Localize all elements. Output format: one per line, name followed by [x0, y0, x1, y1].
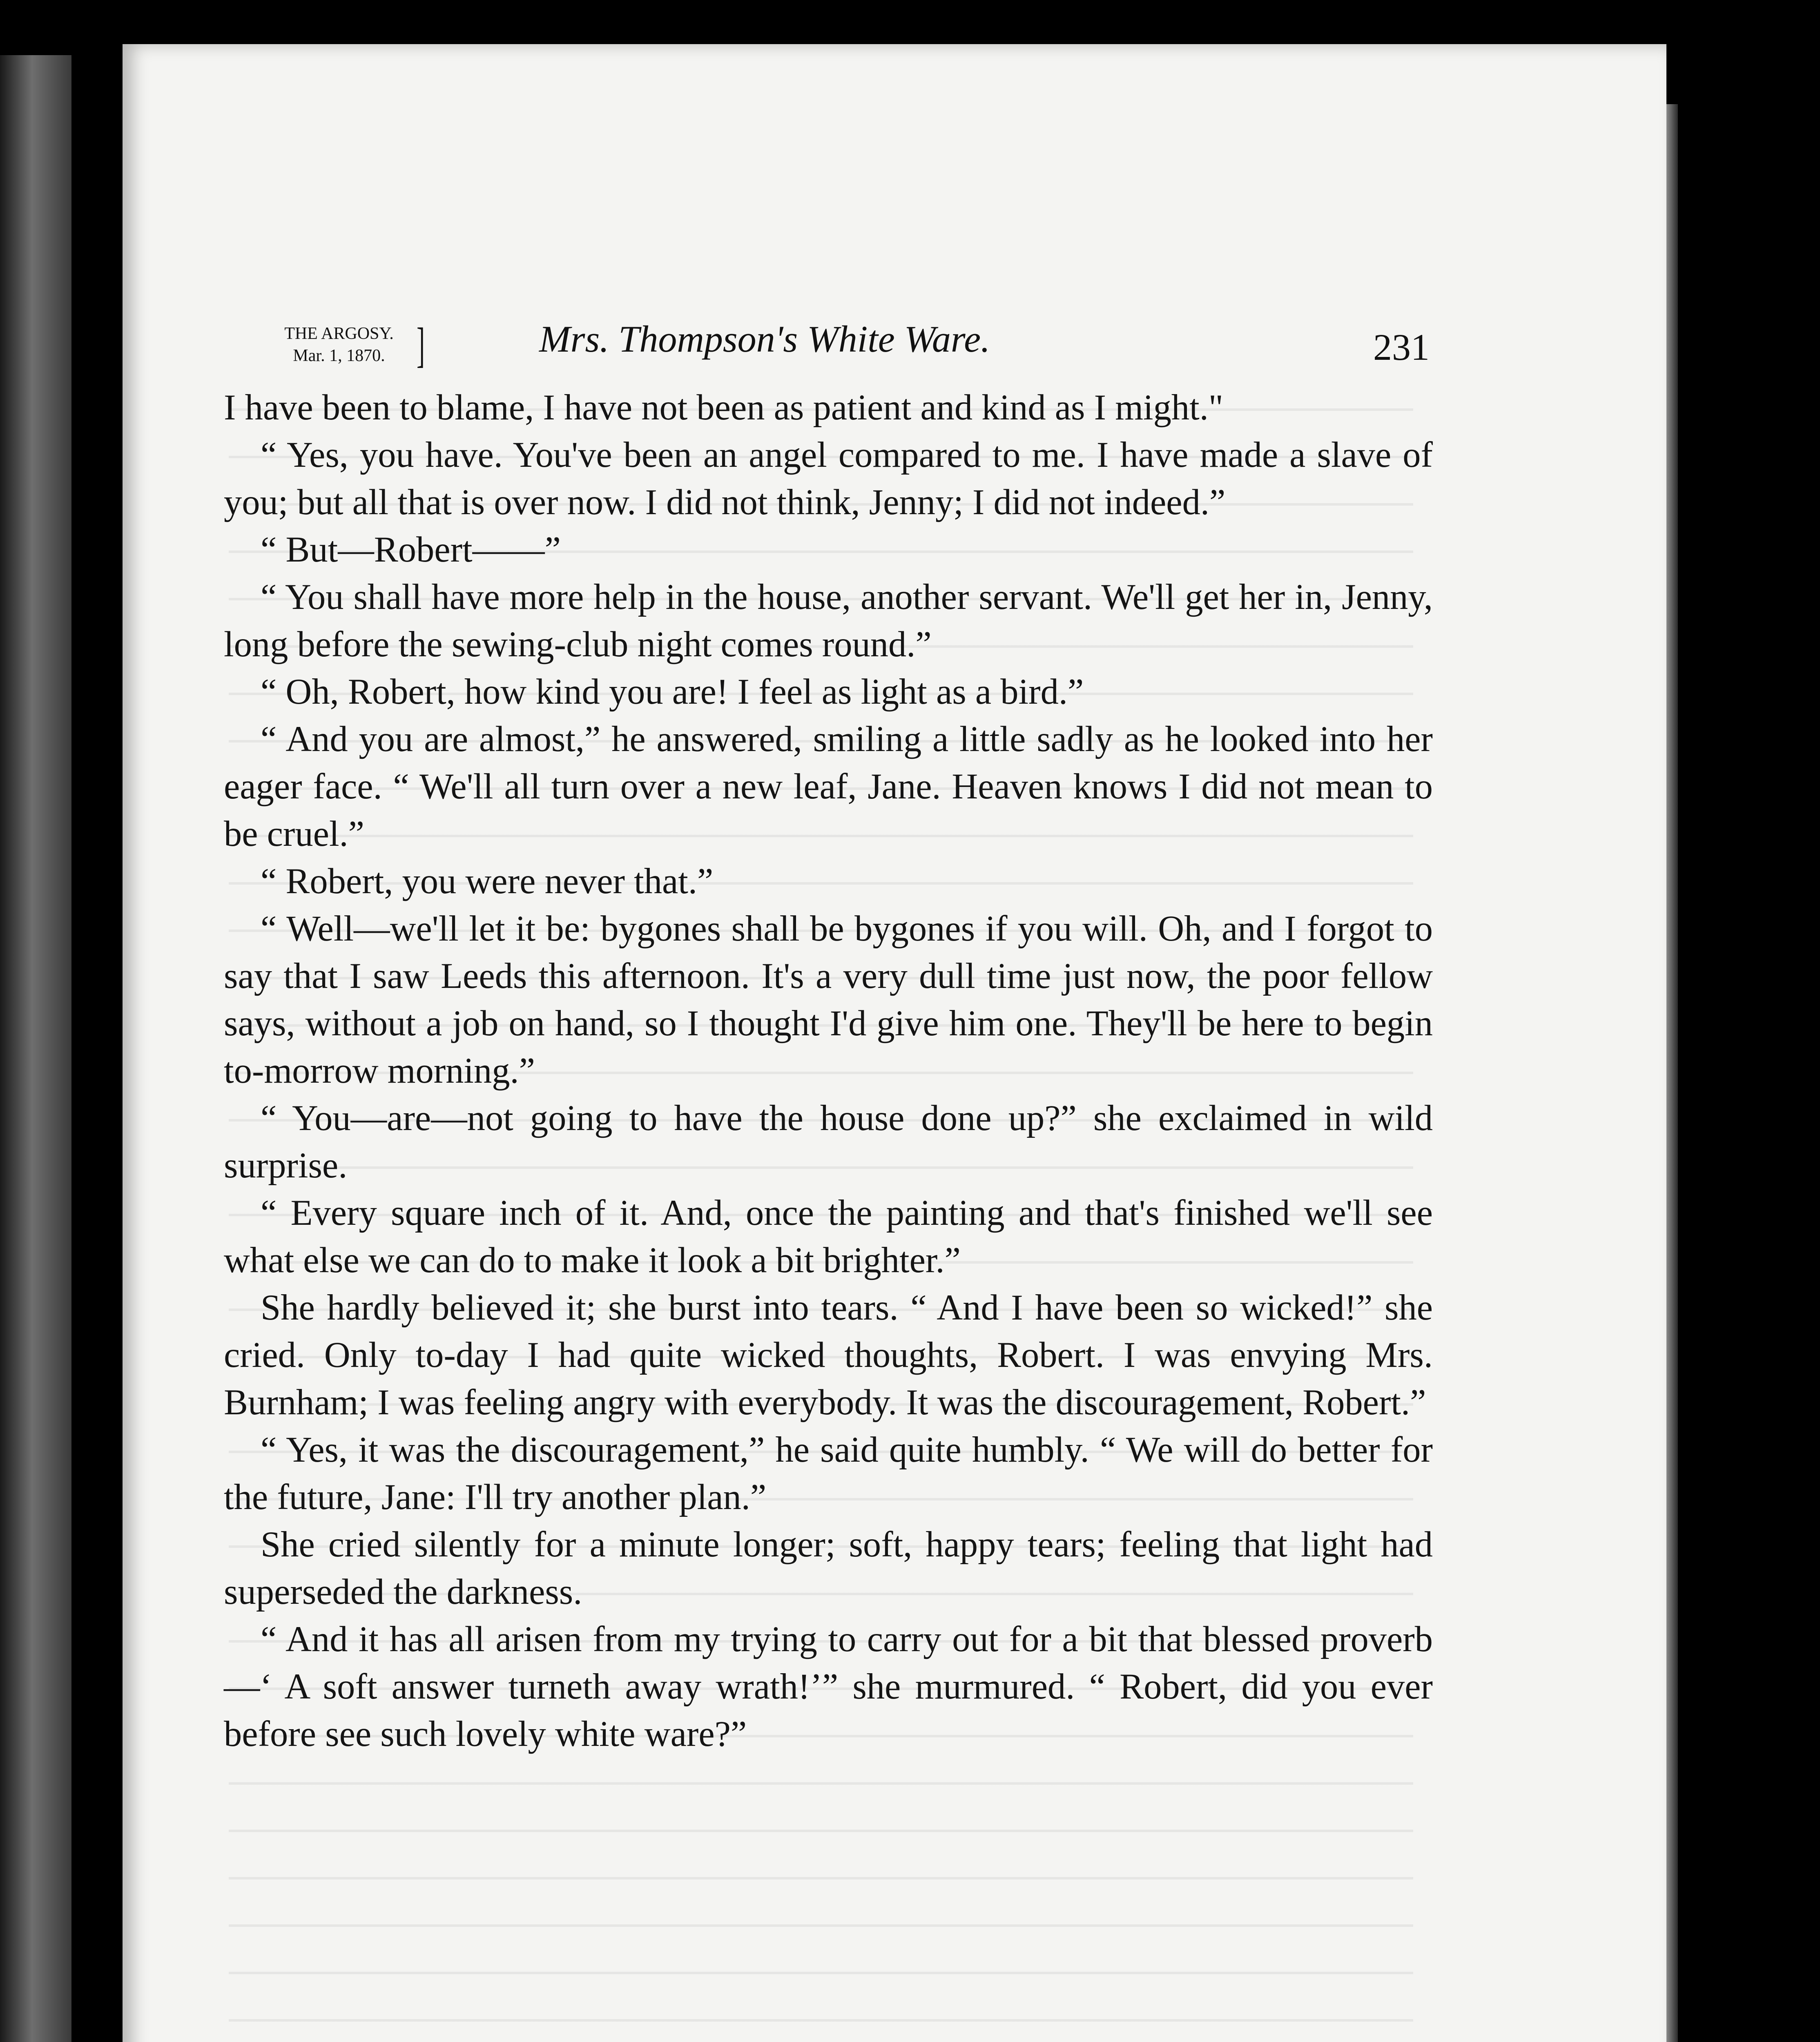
paragraph: “ You—are—not going to have the house done up?” she exclaimed in wild surprise. — [224, 1098, 1433, 1186]
page-number: 231 — [1373, 326, 1430, 368]
paragraph: “ You shall have more help in the house, another servant. We'll get her in, Jenny, long before the sewing-club night comes round.” — [224, 577, 1433, 664]
paragraph: “ Robert, you were never that.” — [261, 861, 714, 901]
paragraph: “ And you are almost,” he answered, smiling a little sadly as he looked into her eager face. “ We'll all turn over a new leaf, Jane. Heaven knows I did not mean to be cruel.” — [224, 719, 1433, 854]
facing-page-edge — [0, 55, 71, 2042]
paragraph: “ Oh, Robert, how kind you are! I feel as light as a bird.” — [261, 672, 1084, 712]
closing-bracket-icon: ] — [417, 318, 425, 372]
running-head — [253, 314, 1430, 380]
paragraph: “ Yes, you have. You've been an angel compared to me. I have made a slave of you; but all that is over now. I did not think, Jenny; I did not indeed.” — [224, 435, 1433, 522]
body-text — [224, 384, 1433, 1758]
paragraph: She cried silently for a minute longer; soft, happy tears; feeling that light had superseded the darkness. — [224, 1525, 1433, 1612]
paragraph: “ Yes, it was the discouragement,” he said quite humbly. “ We will do better for the future, Jane: I'll try another plan.” — [224, 1430, 1433, 1517]
journal-name: THE ARGOSY. — [284, 324, 394, 343]
journal-date: Mar. 1, 1870. — [293, 346, 385, 365]
paragraph: She hardly believed it; she burst into tears. “ And I have been so wicked!” she cried. Only to-day I had quite wicked thoughts, Robert. I was envying Mrs. Burnham; I was feeling angry with everybody. It was the discouragement, Robert.” — [224, 1288, 1433, 1422]
paragraph: “ Well—we'll let it be: bygones shall be bygones if you will. Oh, and I forgot to say that I saw Leeds this afternoon. It's a very dull time just now, the poor fellow says, without a job on hand, so I thought I'd give him one. They'll be here to begin to-morrow morning.” — [224, 909, 1433, 1091]
story-title: Mrs. Thompson's White Ware. — [539, 318, 990, 360]
page-stack-edge — [1666, 104, 1678, 2042]
journal-citation — [253, 318, 425, 372]
paragraph: “ And it has all arisen from my trying to carry out for a bit that blessed proverb—‘ A soft answer turneth away wrath!’” she murmured. “ Robert, did you ever before see such lovely white ware?” — [224, 1619, 1433, 1754]
paragraph: “ Every square inch of it. And, once the painting and that's finished we'll see what else we can do to make it look a bit brighter.” — [224, 1193, 1433, 1280]
paragraph: I have been to blame, I have not been as patient and kind as I might." — [224, 388, 1223, 428]
paragraph: “ But—Robert——” — [261, 530, 561, 570]
